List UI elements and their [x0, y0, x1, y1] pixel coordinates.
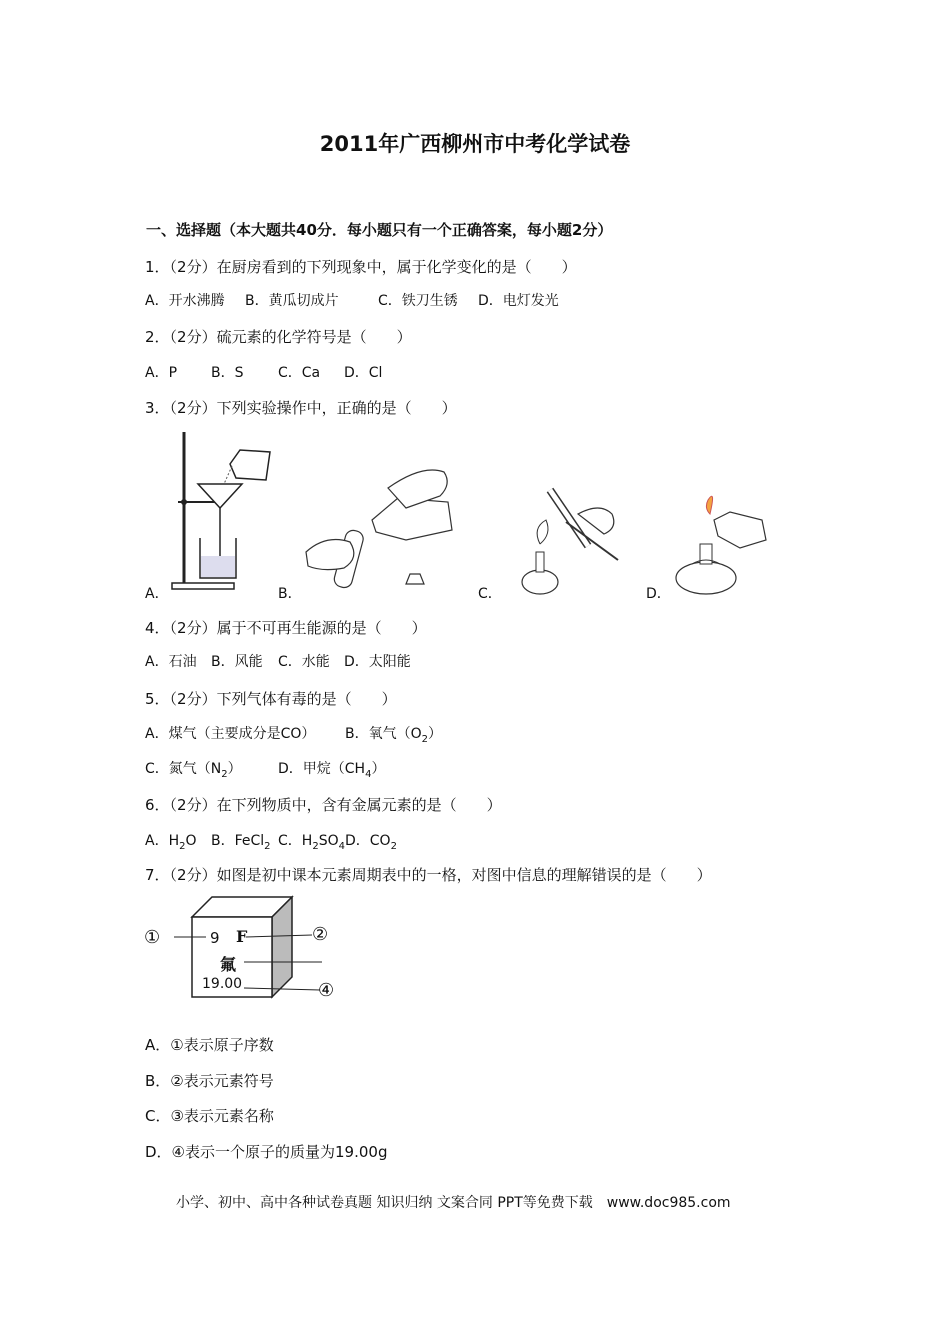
q7-option-b: B．②表示元素符号 — [145, 1072, 274, 1090]
q2-option-b: B．S — [211, 365, 244, 381]
circle-1-marker: ① — [144, 927, 161, 948]
q6-stem: 6．（2分）在下列物质中，含有金属元素的是（ ） — [145, 796, 502, 814]
section-heading: 一、选择题（本大题共40分．每小题只有一个正确答案，每小题2分） — [146, 221, 613, 239]
q1-option-a: A．开水沸腾 — [145, 293, 225, 309]
q7-option-c: C．③表示元素名称 — [145, 1107, 274, 1125]
q5-option-d: D．甲烷$(CH_4)$ — [278, 761, 386, 780]
q1-option-c: C．铁刀生锈 — [378, 293, 458, 309]
element-symbol: F — [236, 927, 248, 946]
page-footer: 小学、初中、高中各种试卷真题 知识归纳 文案合同 PPT等免费下载 www.doc985.com — [176, 1195, 731, 1211]
q1-option-b: B．黄瓜切成片 — [245, 293, 339, 309]
pouring-liquid-figure — [302, 458, 462, 598]
q4-option-c: C．水能 — [278, 654, 330, 670]
q4-stem: 4．（2分）属于不可再生能源的是（ ） — [145, 619, 427, 637]
q7-option-d: D．④表示一个原子的质量为19.00g — [145, 1143, 388, 1161]
q5-stem: 5．（2分）下列气体有毒的是（ ） — [145, 690, 397, 708]
q6-option-d: D．$CO_2$ — [345, 833, 397, 852]
heating-test-tube-figure — [500, 484, 630, 598]
q7-stem: 7．（2分）如图是初中课本元素周期表中的一格，对图中信息的理解错误的是（ ） — [145, 866, 712, 884]
q5-option-c: C．氮气$(N_2)$ — [145, 761, 242, 780]
q3-option-b: B． — [278, 586, 302, 602]
q4-option-d: D．太阳能 — [344, 654, 411, 670]
q1-option-d: D．电灯发光 — [478, 293, 559, 309]
q5-option-b: B．氧气$(O_2)$ — [345, 726, 442, 745]
q4-option-b: B．风能 — [211, 654, 263, 670]
q3-option-d: D． — [646, 586, 671, 602]
circle-2-marker: ② — [312, 924, 329, 945]
element-name: 氟 — [220, 955, 237, 974]
q3-option-c: C． — [478, 586, 502, 602]
q6-option-b: B．FeCl$_2$ — [211, 833, 271, 852]
q5-option-a: A．煤气（主要成分是CO） — [145, 726, 316, 742]
q6-option-a: A．$H_2O$ — [145, 833, 197, 852]
circle-4-marker: ④ — [318, 980, 335, 1001]
q1-stem: 1．（2分）在厨房看到的下列现象中，属于化学变化的是（ ） — [145, 258, 577, 276]
q3-stem: 3．（2分）下列实验操作中，正确的是（ ） — [145, 399, 457, 417]
atomic-mass: 19.00 — [202, 976, 243, 992]
q3-option-a: A． — [145, 586, 169, 602]
lighting-alcohol-lamp-figure — [670, 490, 780, 600]
q6-option-c: C．$H_2SO_4$ — [278, 833, 345, 852]
q7-option-a: A．①表示原子序数 — [145, 1036, 274, 1054]
q2-stem: 2．（2分）硫元素的化学符号是（ ） — [145, 328, 412, 346]
page-title: 2011年广西柳州市中考化学试卷 — [319, 132, 631, 156]
filtration-apparatus-figure — [170, 428, 280, 593]
atomic-number: 9 — [210, 929, 220, 947]
q2-option-a: A．P — [145, 365, 178, 381]
q2-option-c: C．Ca — [278, 365, 321, 381]
q4-option-a: A．石油 — [145, 654, 197, 670]
q2-option-d: D．Cl — [344, 365, 383, 381]
